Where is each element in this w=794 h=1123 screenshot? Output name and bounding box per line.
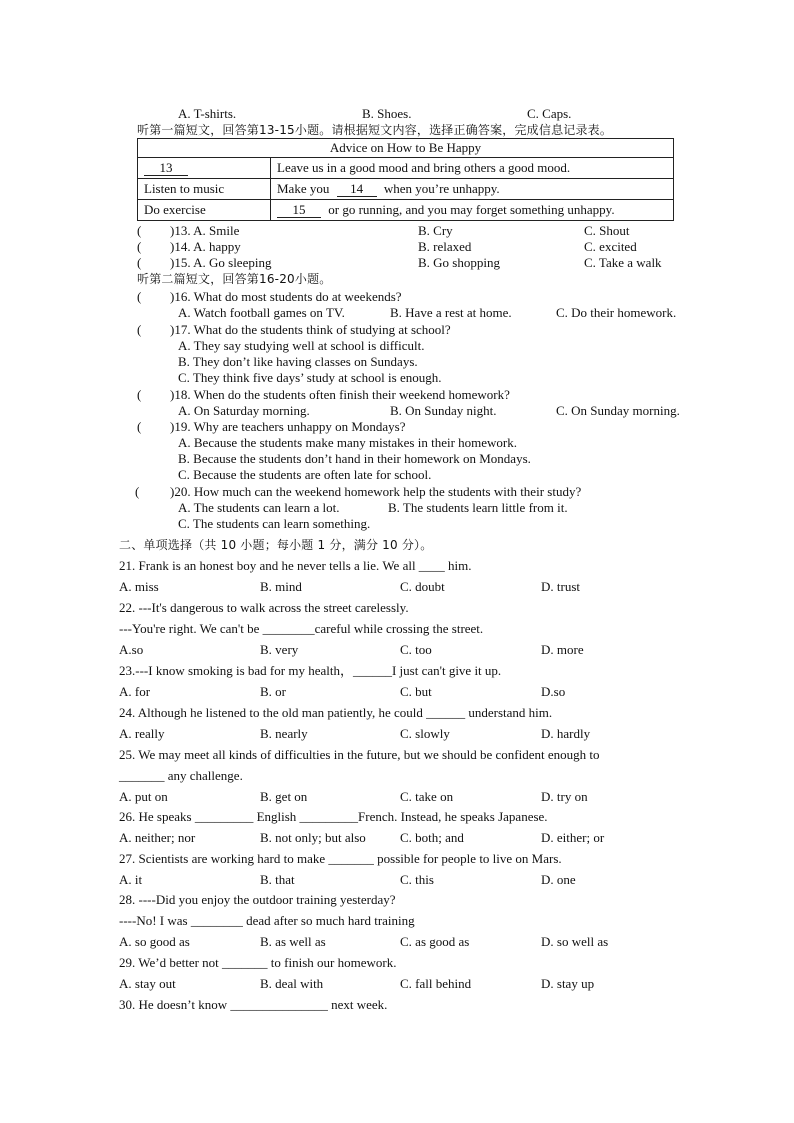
q19-option-a: A. Because the students make many mistakes in their homework. xyxy=(178,435,518,450)
q18-option-b: B. On Sunday night. xyxy=(390,403,497,418)
q26-stem: 26. He speaks _________ English _________French. Instead, he speaks Japanese. xyxy=(119,809,548,824)
q28-stem: 28. ----Did you enjoy the outdoor training yesterday? xyxy=(119,892,396,907)
q20-stem: )20. How much can the weekend homework help the students with their study? xyxy=(170,484,582,499)
table-row xyxy=(138,158,674,179)
q12-option-a: A. T-shirts. xyxy=(178,106,237,121)
table-cell xyxy=(138,158,271,179)
q22-option-a: A.so xyxy=(119,642,144,657)
table-text: when you’re unhappy. xyxy=(383,181,500,196)
answer-paren: ( xyxy=(137,289,142,304)
q12-option-c: C. Caps. xyxy=(527,106,572,121)
table-row xyxy=(138,200,674,221)
q23-option-d: D.so xyxy=(541,684,566,699)
q23-stem: 23.---I know smoking is bad for my health，______I just can't give it up. xyxy=(119,663,502,678)
q30-stem: 30. He doesn’t know _______________ next week. xyxy=(119,997,388,1012)
q21-stem: 21. Frank is an honest boy and he never tells a lie. We all ____ him. xyxy=(119,558,472,573)
q15-option-c: C. Take a walk xyxy=(584,255,662,270)
q14-option-c: C. excited xyxy=(584,239,637,254)
passage1-instruction: 听第一篇短文，回答第13-15小题。请根据短文内容，选择正确答案，完成信息记录表。 xyxy=(137,123,613,137)
q25-option-c: C. take on xyxy=(400,789,454,804)
q28-option-d: D. so well as xyxy=(541,934,609,949)
q21-option-a: A. miss xyxy=(119,579,159,594)
answer-paren: ( xyxy=(137,387,142,402)
q28-option-a: A. so good as xyxy=(119,934,190,949)
q25-option-b: B. get on xyxy=(260,789,308,804)
q29-option-b: B. deal with xyxy=(260,976,324,991)
q22-option-c: C. too xyxy=(400,642,432,657)
q19-option-c: C. Because the students are often late for school. xyxy=(178,467,432,482)
q21-option-c: C. doubt xyxy=(400,579,445,594)
q25-stem-line2: _______ any challenge. xyxy=(119,768,243,783)
answer-paren: ( xyxy=(137,322,142,337)
q25-option-a: A. put on xyxy=(119,789,168,804)
table-cell: Leave us in a good mood and bring others a good mood. xyxy=(271,158,674,179)
q16-option-a: A. Watch football games on TV. xyxy=(178,305,345,320)
q18-option-a: A. On Saturday morning. xyxy=(178,403,310,418)
q25-stem: 25. We may meet all kinds of difficulties in the future, but we should be confident enough to xyxy=(119,747,600,762)
q16-stem: )16. What do most students do at weekends? xyxy=(170,289,402,304)
q19-stem: )19. Why are teachers unhappy on Mondays? xyxy=(170,419,406,434)
q28-option-b: B. as well as xyxy=(260,934,326,949)
q28-option-c: C. as good as xyxy=(400,934,470,949)
q17-option-b: B. They don’t like having classes on Sundays. xyxy=(178,354,418,369)
section-title: 二、单项选择（共 10 小题；每小题 1 分，满分 10 分）。 xyxy=(119,538,433,552)
table-text: or go running, and you may forget something unhappy. xyxy=(328,202,615,217)
q16-option-b: B. Have a rest at home. xyxy=(390,305,512,320)
answer-paren: ( xyxy=(137,419,142,434)
q21-option-d: D. trust xyxy=(541,579,580,594)
q27-stem: 27. Scientists are working hard to make _______ possible for people to live on Mars. xyxy=(119,851,562,866)
q20-option-c: C. The students can learn something. xyxy=(178,516,371,531)
q29-option-d: D. stay up xyxy=(541,976,595,991)
q26-option-c: C. both; and xyxy=(400,830,464,845)
q15-option-b: B. Go shopping xyxy=(418,255,500,270)
table-row xyxy=(138,179,674,200)
q22-stem: 22. ---It's dangerous to walk across the street carelessly. xyxy=(119,600,409,615)
answer-paren: ( xyxy=(137,255,142,270)
table-text: Make you xyxy=(277,181,330,196)
q14-option-a: )14. A. happy xyxy=(170,239,241,254)
q21-option-b: B. mind xyxy=(260,579,302,594)
q27-option-b: B. that xyxy=(260,872,295,887)
advice-table xyxy=(137,138,674,221)
q17-option-a: A. They say studying well at school is difficult. xyxy=(178,338,425,353)
passage2-instruction: 听第二篇短文，回答第16-20小题。 xyxy=(137,272,332,286)
q16-option-c: C. Do their homework. xyxy=(556,305,677,320)
q23-option-a: A. for xyxy=(119,684,151,699)
q29-option-a: A. stay out xyxy=(119,976,176,991)
q28-stem-line2: ----No! I was ________ dead after so much hard training xyxy=(119,913,415,928)
q13-option-b: B. Cry xyxy=(418,223,453,238)
answer-blank-15: 15 xyxy=(277,203,321,218)
q24-option-c: C. slowly xyxy=(400,726,450,741)
q17-stem: )17. What do the students think of studying at school? xyxy=(170,322,451,337)
q18-option-c: C. On Sunday morning. xyxy=(556,403,680,418)
q25-option-d: D. try on xyxy=(541,789,588,804)
q14-option-b: B. relaxed xyxy=(418,239,472,254)
advice-table-title: Advice on How to Be Happy xyxy=(138,139,674,158)
answer-paren: ( xyxy=(137,223,142,238)
q17-option-c: C. They think five days’ study at school is enough. xyxy=(178,370,442,385)
table-cell xyxy=(271,179,674,200)
q23-option-c: C. but xyxy=(400,684,432,699)
q24-option-a: A. really xyxy=(119,726,165,741)
q22-stem-line2: ---You're right. We can't be ________careful while crossing the street. xyxy=(119,621,484,636)
q22-option-d: D. more xyxy=(541,642,584,657)
q18-stem: )18. When do the students often finish their weekend homework? xyxy=(170,387,510,402)
q27-option-a: A. it xyxy=(119,872,143,887)
table-cell: Do exercise xyxy=(138,200,271,221)
q29-option-c: C. fall behind xyxy=(400,976,472,991)
q26-option-b: B. not only; but also xyxy=(260,830,366,845)
q24-stem: 24. Although he listened to the old man patiently, he could ______ understand him. xyxy=(119,705,553,720)
q26-option-a: A. neither; nor xyxy=(119,830,196,845)
answer-paren: ( xyxy=(137,239,142,254)
q29-stem: 29. We’d better not _______ to finish our homework. xyxy=(119,955,397,970)
answer-blank-13: 13 xyxy=(144,161,188,176)
q27-option-d: D. one xyxy=(541,872,576,887)
q13-option-a: )13. A. Smile xyxy=(170,223,240,238)
q20-option-b: B. The students learn little from it. xyxy=(388,500,568,515)
q26-option-d: D. either; or xyxy=(541,830,605,845)
answer-paren: ( xyxy=(135,484,140,499)
q24-option-d: D. hardly xyxy=(541,726,591,741)
q22-option-b: B. very xyxy=(260,642,299,657)
q15-option-a: )15. A. Go sleeping xyxy=(170,255,272,270)
table-cell xyxy=(271,200,674,221)
q12-option-b: B. Shoes. xyxy=(362,106,412,121)
q19-option-b: B. Because the students don’t hand in their homework on Mondays. xyxy=(178,451,531,466)
q13-option-c: C. Shout xyxy=(584,223,630,238)
q23-option-b: B. or xyxy=(260,684,286,699)
q20-option-a: A. The students can learn a lot. xyxy=(178,500,340,515)
q27-option-c: C. this xyxy=(400,872,434,887)
q24-option-b: B. nearly xyxy=(260,726,308,741)
answer-blank-14: 14 xyxy=(337,182,377,197)
table-cell: Listen to music xyxy=(138,179,271,200)
